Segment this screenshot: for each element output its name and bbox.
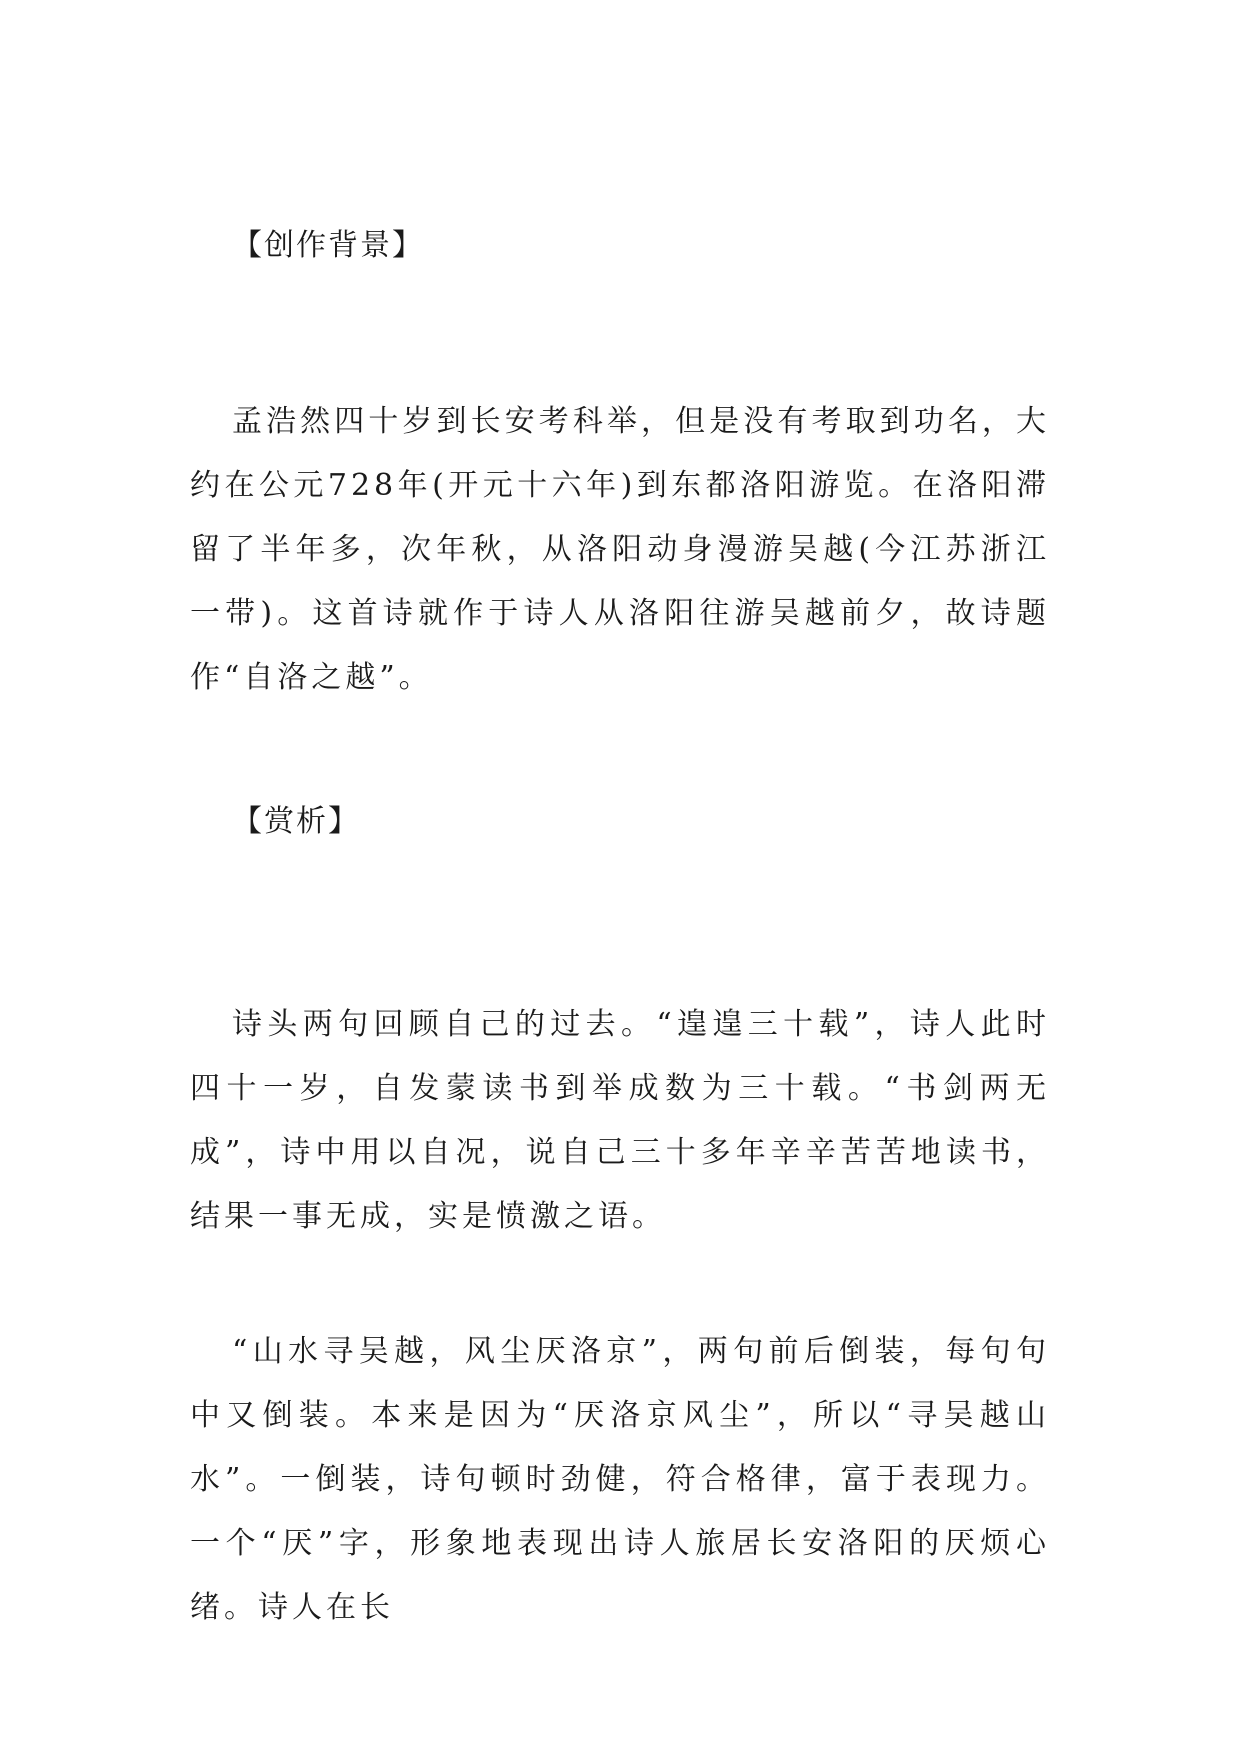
appreciation-paragraph-2: “山水寻吴越，风尘厌洛京”，两句前后倒装，每句句中又倒装。本来是因为“厌洛京风尘”，所以“寻吴越山水”。一倒装，诗句顿时劲健，符合格律，富于表现力。一个“厌”字，形象地表现出诗人旅居长安洛阳的厌烦心绪。诗人在长 bbox=[190, 1334, 1050, 1625]
appreciation-paragraph-1: 诗头两句回顾自己的过去。“遑遑三十载”，诗人此时四十一岁，自发蒙读书到举成数为三十载。“书剑两无成”，诗中用以自况，说自己三十多年辛辛苦苦地读书，结果一事无成，实是愤激之语。 bbox=[190, 1007, 1050, 1234]
background-paragraph: 孟浩然四十岁到长安考科举，但是没有考取到功名，大约在公元728年(开元十六年)到东都洛阳游览。在洛阳滞留了半年多，次年秋，从洛阳动身漫游吴越(今江苏浙江一带)。这首诗就作于诗人从洛阳往游吴越前夕，故诗题作“自洛之越”。 bbox=[190, 404, 1050, 695]
section-heading-appreciation: 【赏析】 bbox=[232, 804, 360, 839]
section-heading-background: 【创作背景】 bbox=[232, 228, 424, 263]
